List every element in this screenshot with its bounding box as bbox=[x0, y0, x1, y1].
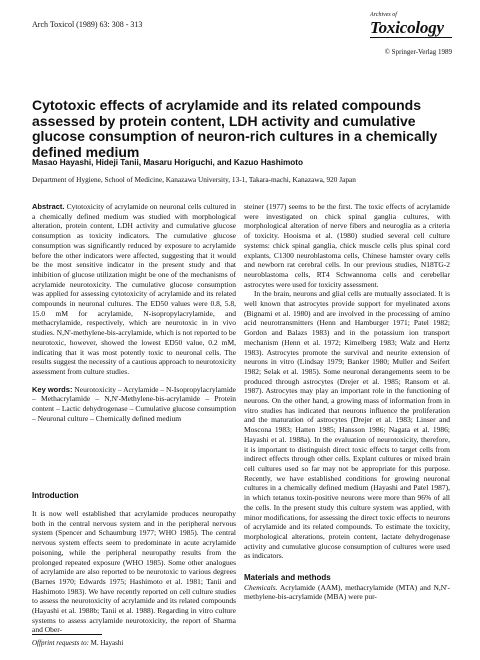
abstract-text: Cytotoxicity of acrylamide on neuronal cells cultured in a chemically defined medium was studied with morphological alteration, protein content, LDH activity and cumulative glucose consumption as toxicity indicators. The cumulative glucose consumption was significantly reduced by exposure to acrylamide before the other indicators were affected, suggesting that it would be the most sensitive indicator in the present study and that inhibition of glucose utilization might be one of the mechanisms of acrylamide neurotoxicity. The cumulative glucose consumption was applied for assessing cytotoxicity of acrylamide and its related compounds in neuronal cultures. The ED50 values were 0.8, 5.8, 15.0 mM for acrylamide, N-isopropylacrylamide, and methacrylamide, respectively, which are neurotoxic in in vivo studies. N,N'-methylene-bis-acrylamide, which is not reported to be neurotoxic, however, showed the lowest ED50 value, 0.2 mM, indicating that it was most potently toxic to neuronal cells. The results suggest the necessity of a cautious approach to neurotoxicity assessment from culture studies. bbox=[32, 202, 237, 376]
abstract bbox=[32, 202, 236, 377]
journal-name: Toxicology bbox=[370, 18, 444, 37]
keywords bbox=[32, 385, 236, 424]
journal-logo bbox=[370, 12, 452, 38]
keywords-text: Neurotoxicity – Acrylamide – N-Isopropylacrylamide – Methacrylamide – N,N'-Methylene-bis-acrylamide – Protein content – Lactic dehydrogenase – Cumulative glucose consumption – Neuronal culture – Chemically defined medium bbox=[32, 384, 236, 423]
methods-chemicals-text: Acrylamide (AAM), methacrylamide (MTA) and N,N'-methylene-bis-acrylamide (MBA) were pur- bbox=[244, 582, 450, 602]
introduction-continued: steiner (1977) seems to be the first. The toxic effects of acrylamide were investigated on chick spinal ganglia cultures, with morphological alteration of nerve fibers and neuroglia as a criteria of toxicity. Hooisma et al. (1980) studied several cell culture systems: chick spinal ganglia, chick muscle cells plus spinal cord explants, C1300 neuroblastoma cells, Chinese hamster ovary cells and newborn rat cerebral cells. In our previous studies, N18TG-2 neuroblastoma cells, RT4 Schwannoma cells and cerebellar astrocytes were used for toxicity assessment. bbox=[244, 202, 450, 289]
journal-citation: Arch Toxicol (1989) 63: 308 - 313 bbox=[32, 20, 143, 29]
methods-chemicals bbox=[244, 583, 450, 602]
left-column bbox=[32, 202, 236, 423]
journal-kicker: Archives of bbox=[370, 12, 397, 18]
journal-rule bbox=[370, 37, 452, 38]
methods-chemicals-label: Chemicals. bbox=[244, 582, 278, 592]
keywords-label: Key words: bbox=[32, 384, 73, 394]
introduction-heading: Introduction bbox=[32, 491, 79, 500]
copyright-notice: © Springer-Verlag 1989 bbox=[384, 48, 452, 56]
author-affiliation: Department of Hygiene, School of Medicine, Kanazawa University, 13-1, Takara-machi, Kanazawa, 920 Japan bbox=[32, 175, 356, 184]
right-column bbox=[244, 202, 450, 602]
introduction-paragraph-2: In the brain, neurons and glial cells are mutually associated. It is well known that astrocytes provide support for myelinated axons (Bignami et al. 1980) and are involved in the processing of amino acid neurotransmitters (Henn and Hamburger 1971; Patel 1982; Gordon and Balazs 1983) and in the potassium ion transport mechanism (Henn et al. 1972; Kimelberg 1983; Walz and Hertz 1983). Astrocytes promote the survival and neurite extension of neurons in vitro (Lindsay 1979; Banker 1980; Muller and Seifert 1982; Selak et al. 1985). Some neuronal derangements seem to be produced through astrocytes (Drejer et al. 1985; Ransom et al. 1987). Astrocytes may play an important role in the functioning of neurons. On the other hand, a growing mass of information from in vitro studies has indicated that neurons influence the proliferation and the maturation of astrocytes (Drejer et al. 1983; Linser and Moscona 1983; Hatten 1985; Hansson 1986; Nagata et al. 1986; Hayashi et al. 1988a). In the evaluation of neurotoxicity, therefore, it is important to distinguish direct toxic effects to target cells from indirect effects through other cells. Explant cultures or mixed brain cell cultures used so far may not be appropriate for this purpose. Recently, we have established conditions for growing neuronal cultures in a chemically defined medium (Hayashi and Patel 1987), in which tetanus toxin-positive neurons were more than 96% of all the cells. In the present study this culture system was applied, with minor modifications, for assessing the direct toxic effects to neurons of acrylamide and its related compounds. To estimate the toxicity, morphological alterations, protein content, lactate dehydrogenase activity and cumulative glucose consumption of cultures were used as indicators. bbox=[244, 289, 450, 561]
article-title: Cytotoxic effects of acrylamide and its related compounds assessed by protein content, LDH activity and cumulative glucose consumption of neuron-rich cultures in a chemically defined medium bbox=[32, 97, 438, 160]
footnote-label: Offprint requests to: bbox=[32, 639, 89, 647]
methods-heading: Materials and methods bbox=[244, 573, 331, 583]
offprint-footnote bbox=[32, 639, 123, 647]
footnote-text: M. Hayashi bbox=[90, 639, 124, 647]
abstract-label: Abstract. bbox=[32, 202, 65, 211]
footnote-rule bbox=[32, 634, 102, 635]
introduction-text: It is now well established that acrylamide produces neuropathy both in the central nervous system and in the peripheral nervous system (Spencer and Schaumburg 1977; WHO 1985). The central nervous system effects seem to predominate in acute acrylamide poisoning, while the peripheral neuropathy results from the prolonged repeated exposure (WHO 1985). Some other analogues of acrylamide are also reported to be neurotoxic to various degrees (Barnes 1970; Edwards 1975; Hashimoto et al. 1981; Tanii and Hashimoto 1983). We have recently reported on cell culture studies to assess the neurotoxicity of acrylamide and its related compounds (Hayashi et al. 1988b; Tanii et al. 1988). Regarding in vitro culture systems to assess acrylamide neurotoxicity, the report of Sharma and Ober- bbox=[32, 509, 236, 635]
author-list: Masao Hayashi, Hideji Tanii, Masaru Horiguchi, and Kazuo Hashimoto bbox=[32, 158, 303, 167]
